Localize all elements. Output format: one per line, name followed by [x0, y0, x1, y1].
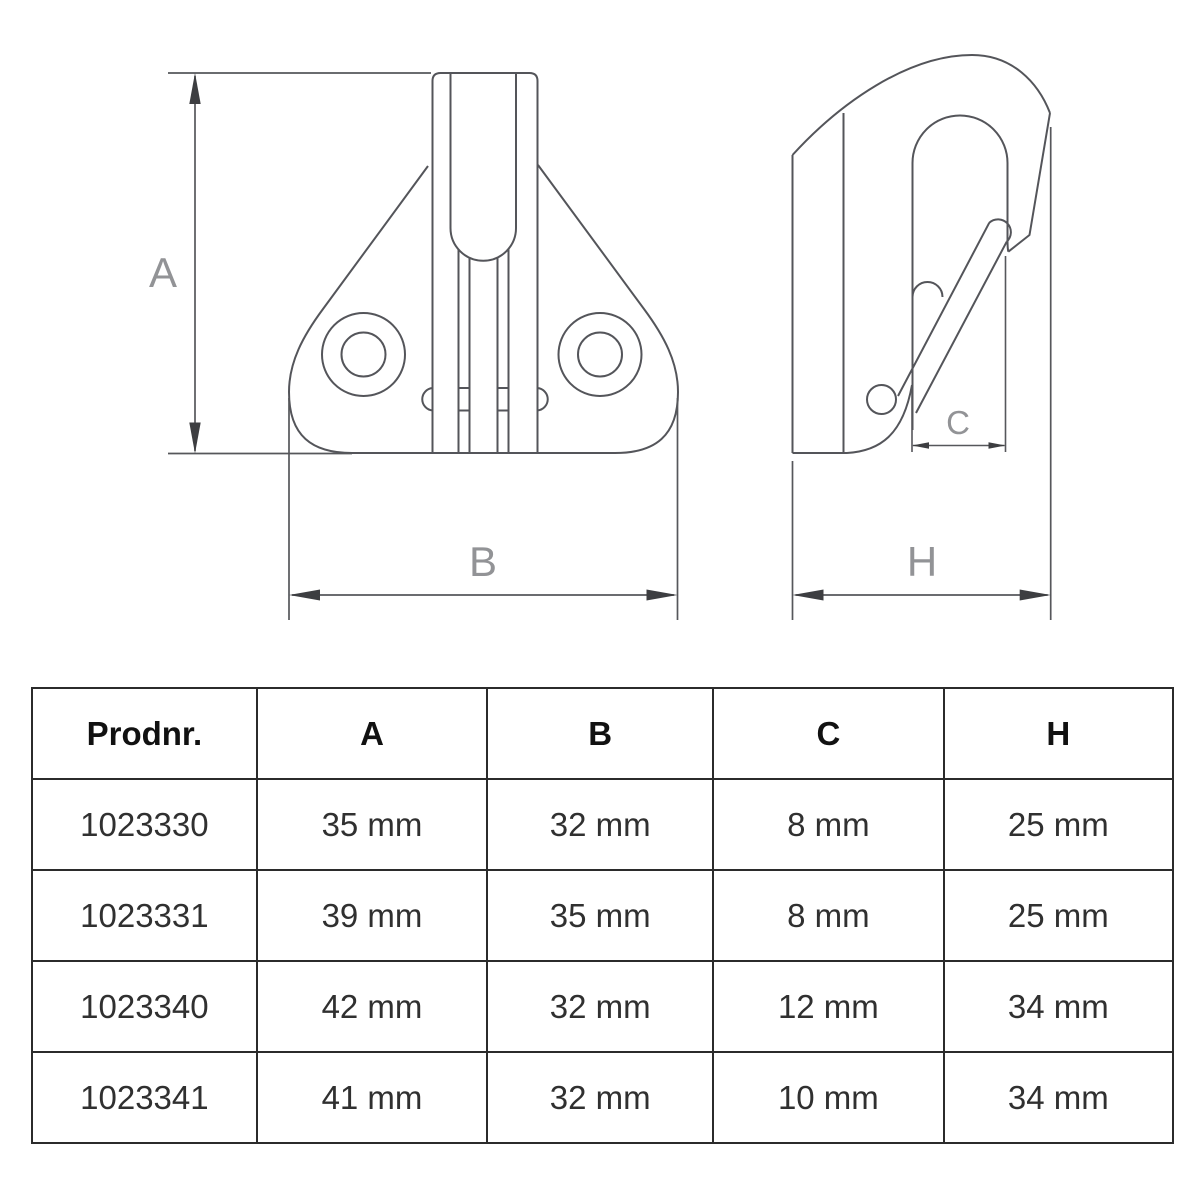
col-header-a: A — [257, 688, 487, 779]
table-row — [32, 870, 1173, 961]
spring-latch — [898, 219, 1011, 413]
cell-a: 41 mm — [257, 1052, 487, 1143]
dim-a-arrow-up-icon — [189, 73, 200, 104]
dim-b-arrow-left-icon — [289, 590, 320, 601]
dimension-table — [31, 687, 1174, 1144]
cell-c: 10 mm — [713, 1052, 943, 1143]
dim-h-label: H — [906, 538, 938, 585]
dim-b-label: B — [468, 538, 498, 585]
cell-c: 12 mm — [713, 961, 943, 1052]
hook-tip — [1008, 113, 1050, 252]
cell-prodnr: 1023341 — [32, 1052, 257, 1143]
latch-pivot-bump — [913, 282, 943, 297]
dim-a-label: A — [148, 249, 178, 296]
dim-c-label: C — [946, 404, 970, 441]
cell-b: 32 mm — [487, 961, 713, 1052]
table-row — [32, 779, 1173, 870]
cell-prodnr: 1023331 — [32, 870, 257, 961]
dim-c-arrow-left-icon — [912, 442, 929, 448]
cell-h: 34 mm — [944, 1052, 1173, 1143]
cell-c: 8 mm — [713, 779, 943, 870]
dim-c-arrow-right-icon — [989, 442, 1006, 448]
dim-h-arrow-right-icon — [1020, 590, 1051, 601]
cell-b: 32 mm — [487, 1052, 713, 1143]
cell-h: 25 mm — [944, 870, 1173, 961]
cell-a: 35 mm — [257, 779, 487, 870]
cell-b: 35 mm — [487, 870, 713, 961]
col-header-h: H — [944, 688, 1173, 779]
front-view-drawing — [289, 73, 678, 453]
cell-h: 34 mm — [944, 961, 1173, 1052]
cell-c: 8 mm — [713, 870, 943, 961]
left-mount-hole-inner — [342, 333, 386, 377]
right-mount-hole-inner — [578, 333, 622, 377]
col-header-b: B — [487, 688, 713, 779]
side-rivet-hole — [867, 385, 896, 414]
strap-channel — [433, 73, 538, 453]
dim-h-arrow-left-icon — [793, 590, 824, 601]
cell-a: 42 mm — [257, 961, 487, 1052]
hook-arch — [913, 116, 1009, 431]
table-header-row — [32, 688, 1173, 779]
table-row — [32, 961, 1173, 1052]
hook-top-curve — [793, 55, 1051, 155]
cell-a: 39 mm — [257, 870, 487, 961]
dim-a-arrow-down-icon — [189, 423, 200, 454]
side-view-drawing — [793, 55, 1051, 453]
cell-prodnr: 1023340 — [32, 961, 257, 1052]
dim-b-arrow-right-icon — [647, 590, 678, 601]
cell-prodnr: 1023330 — [32, 779, 257, 870]
cell-b: 32 mm — [487, 779, 713, 870]
table-row — [32, 1052, 1173, 1143]
cell-h: 25 mm — [944, 779, 1173, 870]
col-header-prodnr: Prodnr. — [32, 688, 257, 779]
col-header-c: C — [713, 688, 943, 779]
